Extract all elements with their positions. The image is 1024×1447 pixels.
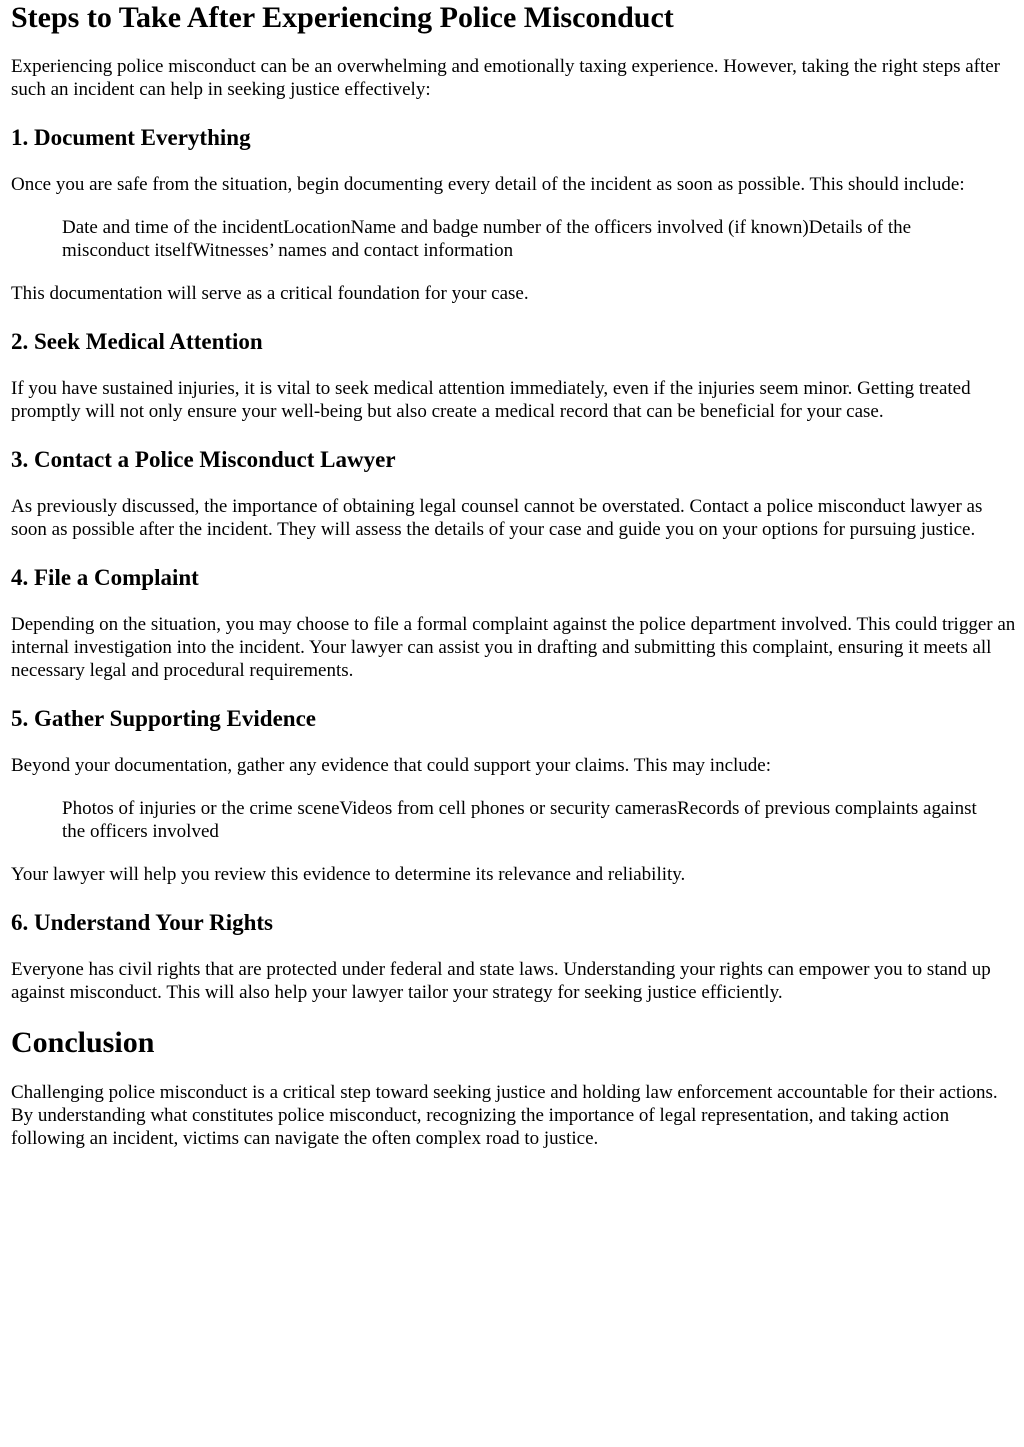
intro-paragraph: Experiencing police misconduct can be an overwhelming and emotionally taxing experience. However, taking the right steps after such an incident can help in seeking justice effectively: [11, 56, 1001, 100]
step-6-heading: 6. Understand Your Rights [11, 910, 273, 935]
step-1-after: This documentation will serve as a critical foundation for your case. [11, 283, 529, 304]
step-5-heading: 5. Gather Supporting Evidence [11, 706, 316, 731]
step-2-heading: 2. Seek Medical Attention [11, 329, 263, 354]
step-1-list: Date and time of the incidentLocationName and badge number of the officers involved (if known)Details of the misconduct itselfWitnesses’ names and contact information [62, 217, 912, 261]
step-5-text: Beyond your documentation, gather any evidence that could support your claims. This may include: [11, 755, 771, 776]
step-4-text: Depending on the situation, you may choose to file a formal complaint against the police department involved. This could trigger an internal investigation into the incident. Your lawyer can assist you in drafting and submitting this complaint, ensuring it meets all necessary legal and procedural requirements. [11, 614, 1016, 681]
step-6-text: Everyone has civil rights that are protected under federal and state laws. Understanding your rights can empower you to stand up against misconduct. This will also help your lawyer tailor your strategy for seeking justice efficiently. [11, 959, 991, 1003]
step-1-heading: 1. Document Everything [11, 125, 251, 150]
step-2-text: If you have sustained injuries, it is vital to seek medical attention immediately, even if the injuries seem minor. Getting treated promptly will not only ensure your well-being but also create a medical record that can be beneficial for your case. [11, 378, 971, 422]
step-5-list: Photos of injuries or the crime sceneVideos from cell phones or security camerasRecords of previous complaints against the officers involved [62, 798, 977, 842]
page-title: Steps to Take After Experiencing Police Misconduct [11, 1, 674, 34]
conclusion-text: Challenging police misconduct is a critical step toward seeking justice and holding law enforcement accountable for their actions. By understanding what constitutes police misconduct, recognizing the importance of legal representation, and taking action following an incident, victims can navigate the often complex road to justice. [11, 1082, 998, 1149]
step-5-after: Your lawyer will help you review this evidence to determine its relevance and reliability. [11, 864, 686, 885]
step-3-heading: 3. Contact a Police Misconduct Lawyer [11, 447, 396, 472]
conclusion-heading: Conclusion [11, 1026, 155, 1059]
step-4-heading: 4. File a Complaint [11, 565, 199, 590]
step-3-text: As previously discussed, the importance of obtaining legal counsel cannot be overstated. Contact a police misconduct lawyer as soon as possible after the incident. They will assess the details of your case and guide you on your options for pursuing justice. [11, 496, 983, 540]
step-1-text: Once you are safe from the situation, begin documenting every detail of the incident as soon as possible. This should include: [11, 174, 965, 195]
article [0, 1, 1024, 1150]
